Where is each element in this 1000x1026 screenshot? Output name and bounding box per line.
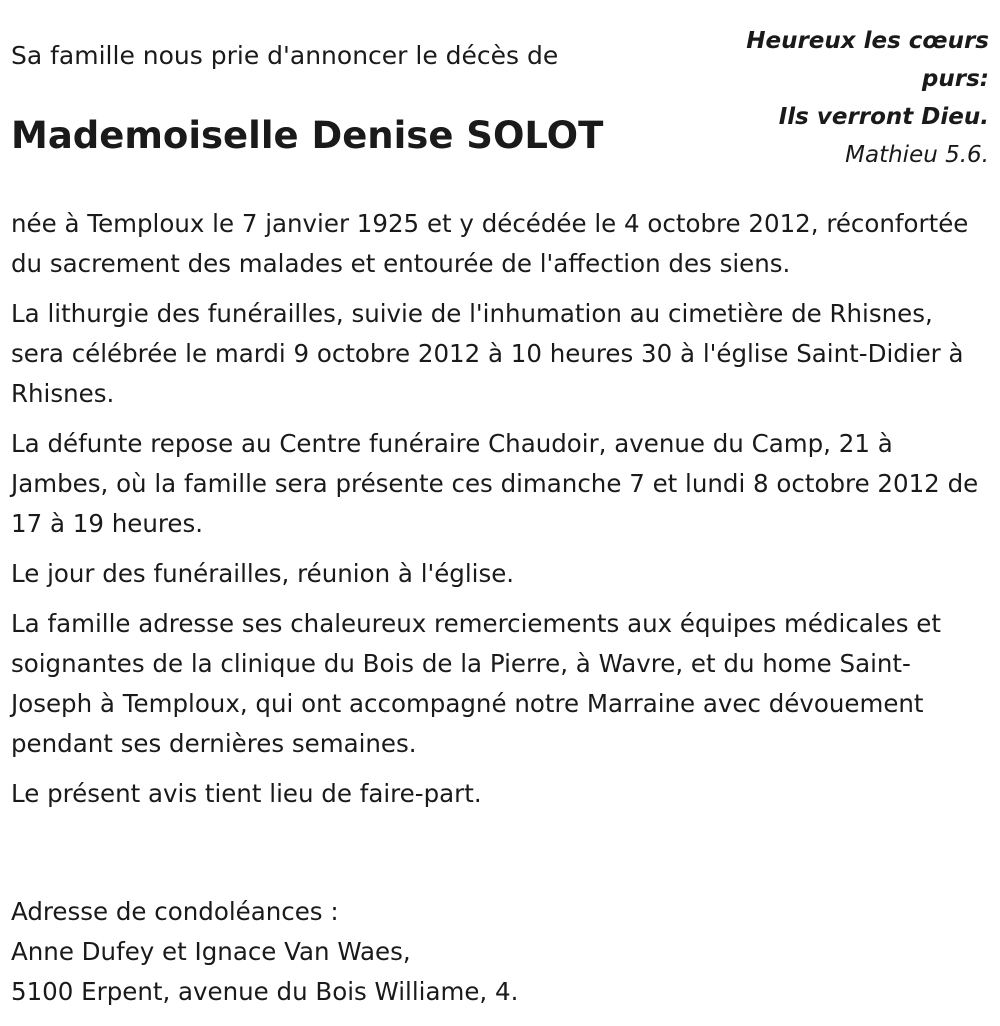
epigraph-line-1: Heureux les cœurs <box>746 28 989 54</box>
address-line-2: 5100 Erpent, avenue du Bois Williame, 4. <box>11 977 519 1006</box>
intro-text: Sa famille nous prie d'annoncer le décès de <box>11 41 559 70</box>
epigraph-reference: Mathieu 5.6. <box>845 142 989 168</box>
paragraph-birth-death: née à Temploux le 7 janvier 1925 et y décédée le 4 octobre 2012, réconfortée du sacrement des malades et entourée de l'affection des siens. <box>11 209 969 278</box>
notice-body <box>11 204 986 824</box>
address-line-1: Anne Dufey et Ignace Van Waes, <box>11 937 411 966</box>
paragraph-thanks: La famille adresse ses chaleureux remerciements aux équipes médicales et soignantes de la clinique du Bois de la Pierre, à Wavre, et du home Saint-Joseph à Temploux, qui ont accompagné notre Marraine avec dévouement pendant ses dernières semaines. <box>11 609 941 758</box>
epigraph-line-2: purs: <box>921 66 989 92</box>
epigraph <box>729 22 989 174</box>
paragraph-visitation: La défunte repose au Centre funéraire Chaudoir, avenue du Camp, 21 à Jambes, où la famille sera présente ces dimanche 7 et lundi 8 octobre 2012 de 17 à 19 heures. <box>11 429 979 538</box>
paragraph-gathering: Le jour des funérailles, réunion à l'église. <box>11 559 515 588</box>
deceased-name: Mademoiselle Denise SOLOT <box>11 114 604 157</box>
condolence-address <box>11 892 518 1012</box>
address-heading: Adresse de condoléances : <box>11 897 339 926</box>
paragraph-funeral-service: La lithurgie des funérailles, suivie de l'inhumation au cimetière de Rhisnes, sera célébrée le mardi 9 octobre 2012 à 10 heures 30 à l'église Saint-Didier à Rhisnes. <box>11 299 964 408</box>
epigraph-line-3: Ils verront Dieu. <box>778 104 989 130</box>
paragraph-announcement: Le présent avis tient lieu de faire-part. <box>11 779 482 808</box>
